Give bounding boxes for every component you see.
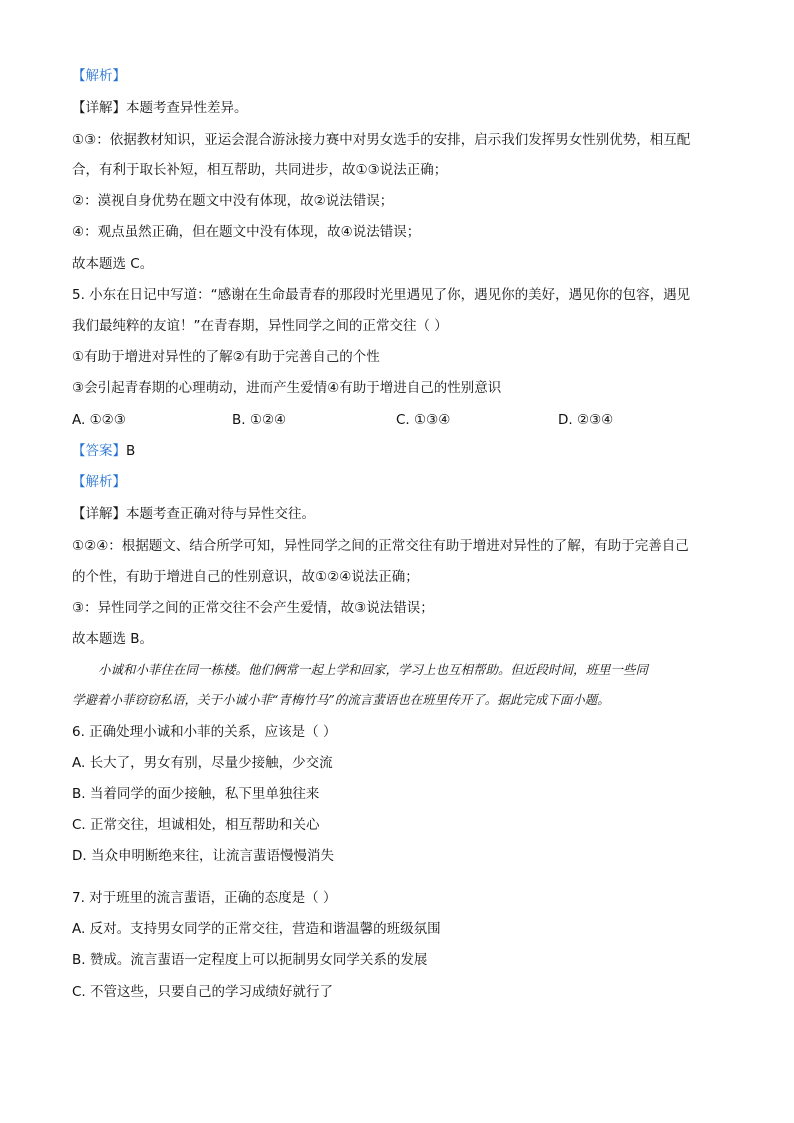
passage-line: 小诚和小菲住在同一栋楼。他们俩常一起上学和回家，学习上也互相帮助。但近段时间，班里一些同 (98, 662, 649, 677)
conclusion-line: 故本题选 C。 (72, 256, 154, 272)
option-a: A. ①②③ (72, 412, 126, 428)
detail-line (72, 98, 248, 118)
option-b: B. ①②④ (232, 412, 287, 428)
detail-line (72, 504, 315, 524)
paragraph-line: ③：异性同学之间的正常交往不会产生爱情，故③说法错误； (72, 600, 434, 616)
question-stem: 我们最纯粹的友谊！”在青春期，异性同学之间的正常交往（ ） (72, 318, 448, 334)
option-d: D. ②③④ (558, 412, 614, 428)
option-b: B. 当着同学的面少接触，私下里单独往来 (72, 786, 320, 802)
detail-tag: 【详解】 (72, 506, 126, 522)
detail-text: 本题考查正确对待与异性交往。 (126, 506, 315, 522)
option-b: B. 赞成。流言蜚语一定程度上可以扼制男女同学关系的发展 (72, 952, 428, 968)
option-c: C. 不管这些，只要自己的学习成绩好就行了 (72, 984, 334, 1000)
question-stem: 5. 小东在日记中写道：“感谢在生命最青春的那段时光里遇见了你，遇见你的美好，遇见你的包容，遇见 (72, 287, 691, 303)
answer-tag: 【答案】 (72, 443, 126, 459)
option-a: A. 长大了，男女有别，尽量少接触，少交流 (72, 755, 333, 771)
statement-line: ①有助于增进对异性的了解②有助于完善自己的个性 (72, 349, 380, 365)
passage-line: 学避着小菲窃窃私语，关于小诚小菲“青梅竹马”的流言蜚语也在班里传开了。据此完成下面小题。 (72, 692, 610, 707)
question-stem: 7. 对于班里的流言蜚语，正确的态度是（ ） (72, 890, 337, 906)
paragraph-line: 的个性，有助于增进自己的性别意识，故①②④说法正确； (72, 569, 419, 585)
option-d: D. 当众申明断绝来往，让流言蜚语慢慢消失 (72, 848, 334, 864)
paragraph-line: 合，有利于取长补短，相互帮助，共同进步，故①③说法正确； (72, 162, 448, 178)
paragraph-line: ①③：依据教材知识，亚运会混合游泳接力赛中对男女选手的安排，启示我们发挥男女性别优势，相互配 (72, 132, 691, 148)
option-a: A. 反对。支持男女同学的正常交往，营造和谐温馨的班级氛围 (72, 921, 441, 937)
paragraph-line: ①②④：根据题文、结合所学可知，异性同学之间的正常交往有助于增进对异性的了解，有助于完善自己 (72, 538, 689, 554)
conclusion-line: 故本题选 B。 (72, 631, 154, 647)
detail-tag: 【详解】 (72, 100, 126, 116)
paragraph-line: ②：漠视自身优势在题文中没有体现，故②说法错误； (72, 193, 394, 209)
paragraph-line: ④：观点虽然正确，但在题文中没有体现，故④说法错误； (72, 224, 421, 240)
option-c: C. ①③④ (396, 412, 451, 428)
detail-text: 本题考查异性差异。 (126, 100, 248, 116)
answer-value: B (126, 443, 136, 459)
statement-line: ③会引起青春期的心理萌动，进而产生爱情④有助于增进自己的性别意识 (72, 380, 502, 396)
question-stem: 6. 正确处理小诚和小菲的关系，应该是（ ） (72, 724, 337, 740)
analysis-tag: 【解析】 (72, 474, 126, 490)
answer-line (72, 441, 135, 461)
option-c: C. 正常交往，坦诚相处，相互帮助和关心 (72, 817, 320, 833)
analysis-tag: 【解析】 (72, 68, 126, 84)
